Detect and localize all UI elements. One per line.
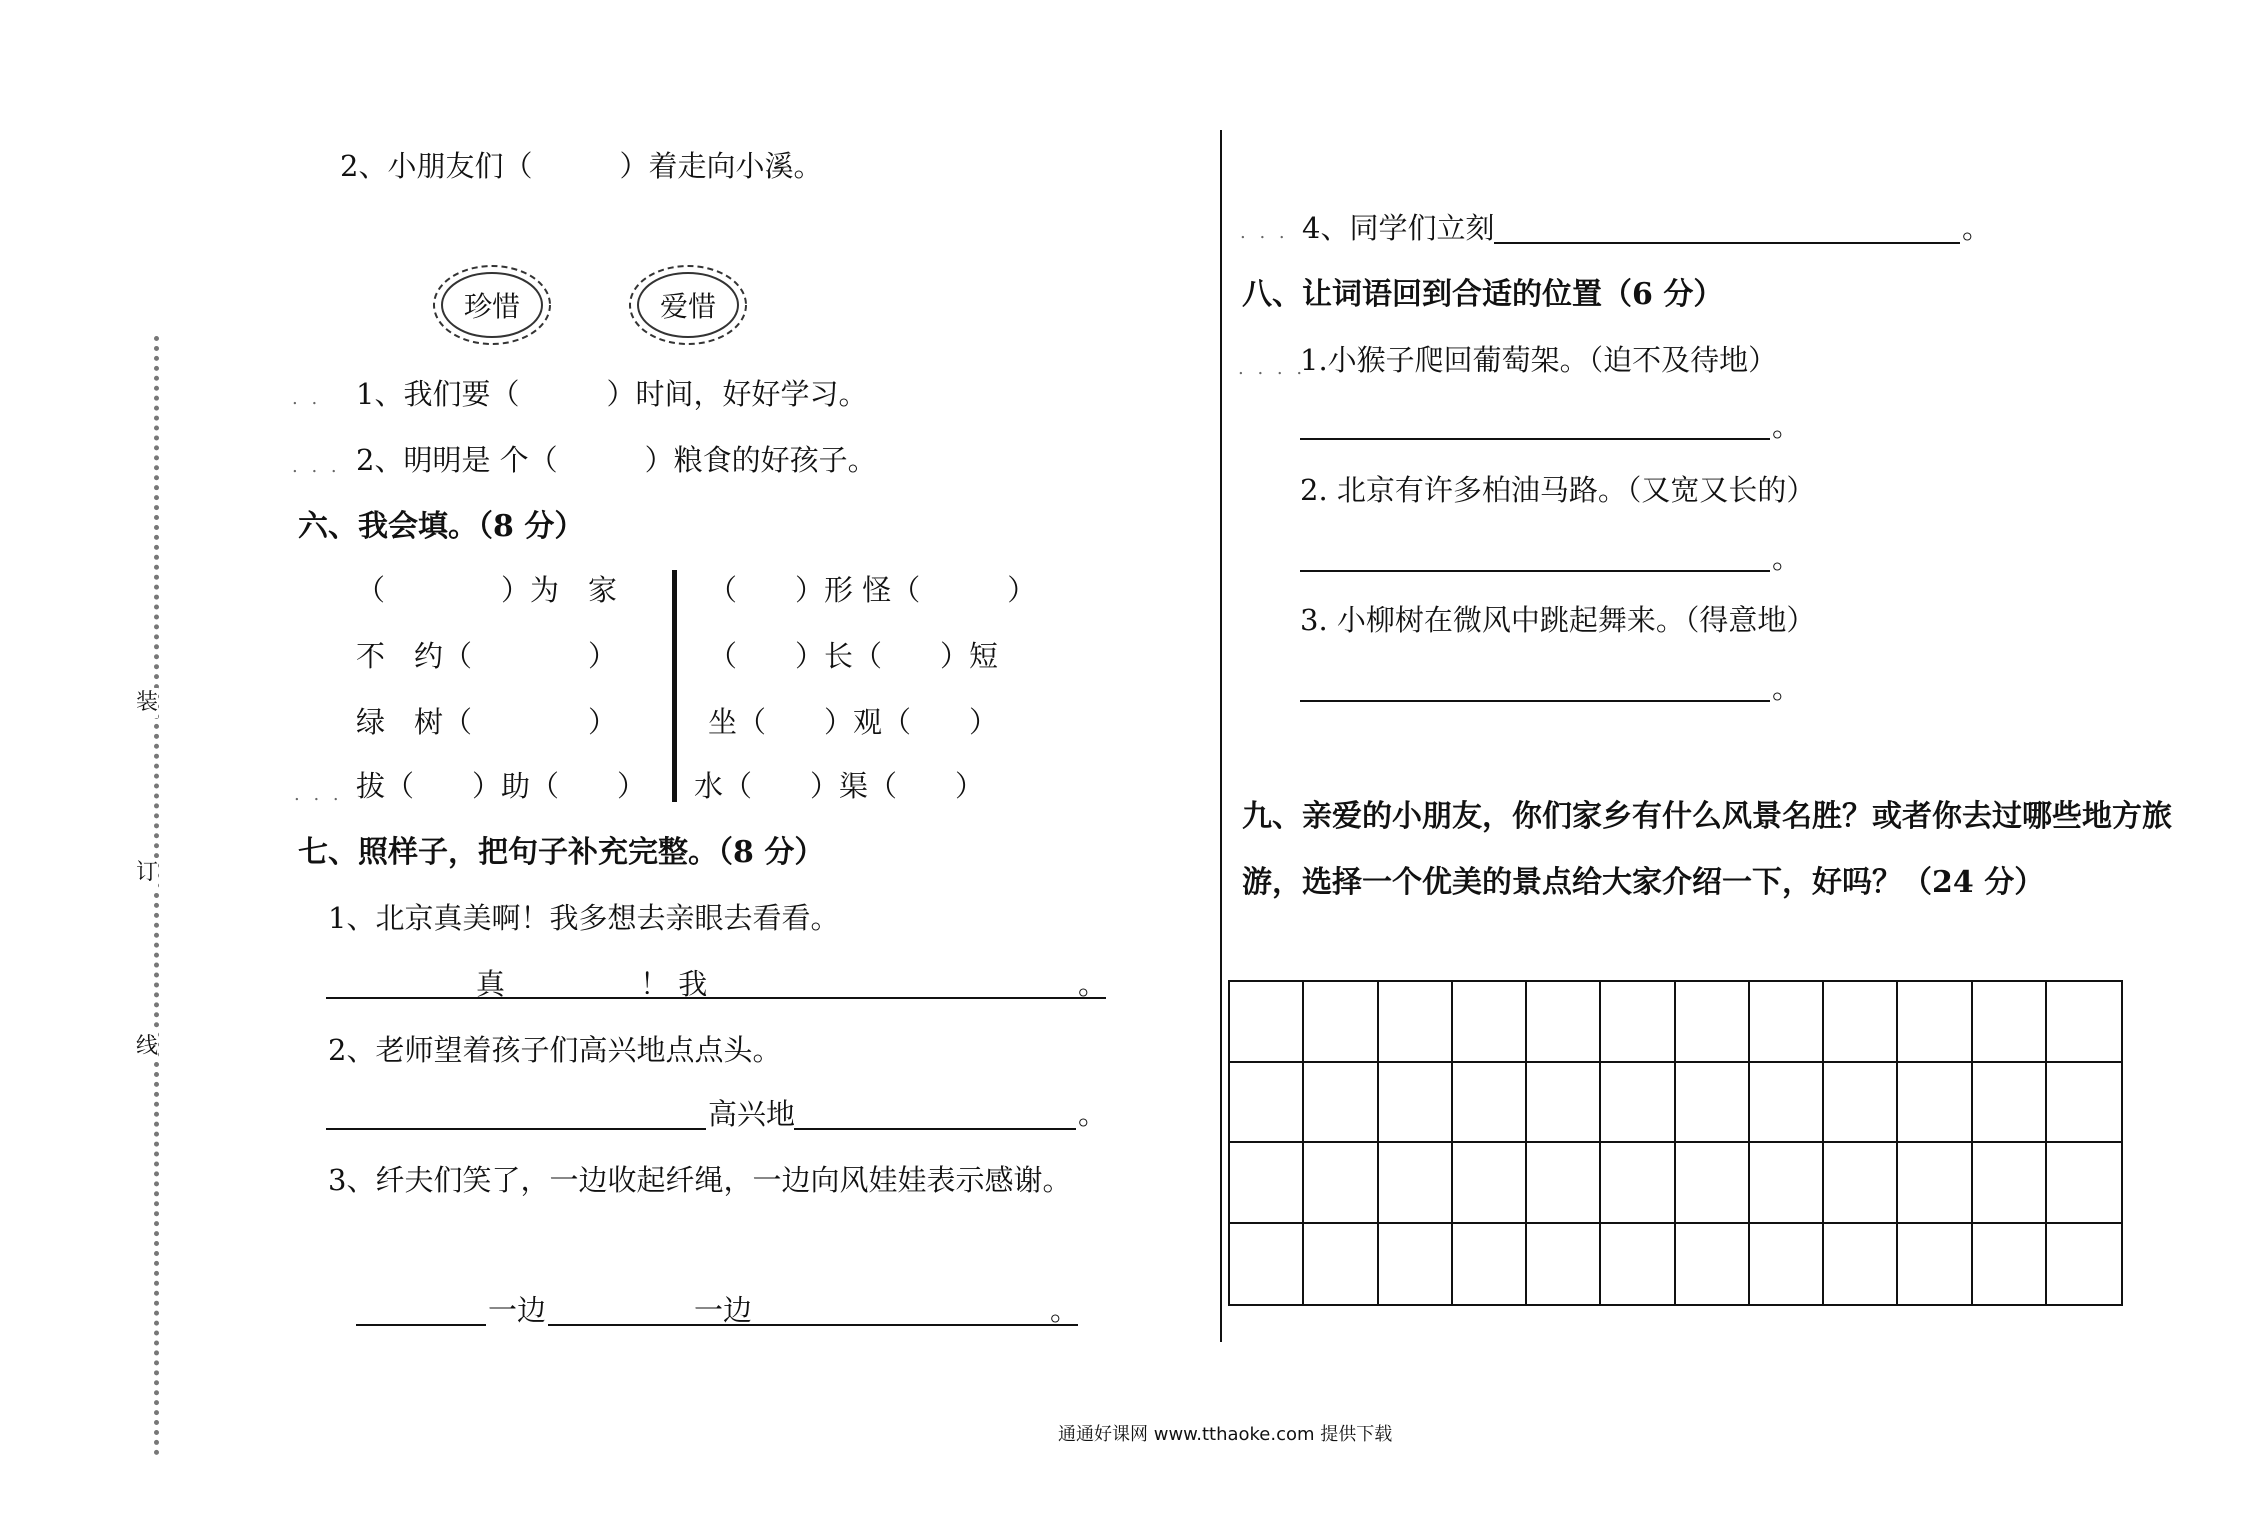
- badge-label-aixi: 爱惜: [659, 290, 716, 323]
- sec8-question-3: 3. 小柳树在微风中跳起舞来。（得意地）: [1300, 603, 1816, 637]
- section-9-line-2: 游，选择一个优美的景点给大家介绍一下，好吗？（24 分）: [1242, 865, 2045, 900]
- dot-leader: . . .: [292, 456, 341, 477]
- sec7-question-1: 1、北京真美啊！我多想去亲眼去看看。: [328, 901, 840, 935]
- column-divider: [1220, 130, 1222, 1342]
- dot-leader: . . . .: [1238, 358, 1307, 379]
- word-badge-zhenxi: [430, 262, 554, 348]
- sec6-right-row-1: （ ）形 怪（ ）: [708, 573, 1037, 607]
- dot-leader: . . .: [1240, 222, 1289, 243]
- word-badge-aixi: [626, 262, 750, 348]
- section-6-title: 六、我会填。（8 分）: [298, 509, 585, 544]
- section-6-divider: [672, 570, 677, 802]
- question-4: 4、同学们立刻: [1302, 211, 1495, 245]
- answer-line-3b: [548, 1324, 1078, 1326]
- sec6-left-row-2: 不 约（ ）: [356, 639, 618, 673]
- section-9-line-1: 九、亲爱的小朋友，你们家乡有什么风景名胜？或者你去过哪些地方旅: [1242, 799, 2172, 834]
- answer-8-3-end: 。: [1772, 671, 1802, 705]
- answer-line-2b: [794, 1128, 1076, 1130]
- answer-2-mid: 高兴地: [708, 1097, 796, 1131]
- answer-line-2a: [326, 1128, 706, 1130]
- sec7-question-2: 2、老师望着孩子们高兴地点点头。: [328, 1033, 782, 1067]
- sec6-left-row-1: （ ）为 家: [356, 573, 618, 607]
- answer-3-b2: 一边: [694, 1293, 753, 1327]
- dot-leader: . . .: [294, 784, 343, 805]
- answer-1-end: 。: [1078, 967, 1108, 1001]
- binding-dotted-line: [154, 336, 159, 1456]
- question-2-top: 2、小朋友们（ ）着走向小溪。: [340, 149, 823, 183]
- question-4-end: 。: [1962, 211, 1992, 245]
- answer-line-8-2: [1300, 570, 1770, 572]
- binding-char-zhuang: 装: [136, 688, 158, 718]
- answer-8-2-end: 。: [1772, 541, 1802, 575]
- answer-3-end: 。: [1050, 1293, 1080, 1327]
- dot-leader: . .: [292, 388, 322, 409]
- answer-1-wo: ！ 我: [640, 967, 708, 1001]
- section-7-title: 七、照样子，把句子补充完整。（8 分）: [298, 835, 825, 870]
- sec6-right-row-4: 水（ ）渠（ ）: [694, 769, 985, 803]
- sec8-question-2: 2. 北京有许多柏油马路。（又宽又长的）: [1300, 473, 1816, 507]
- fill-question-2: 2、明明是 个（ ）粮食的好孩子。: [356, 443, 877, 477]
- section-8-title: 八、让词语回到合适的位置（6 分）: [1242, 277, 1724, 312]
- answer-8-1-end: 。: [1772, 409, 1802, 443]
- footer-text: 通通好课网 www.tthaoke.com 提供下载: [1058, 1424, 1393, 1445]
- answer-line-8-3: [1300, 700, 1770, 702]
- fill-question-1: 1、我们要（ ）时间，好好学习。: [356, 377, 868, 411]
- answer-1-zhen: 真: [476, 967, 506, 1001]
- answer-line-1: [326, 997, 1106, 999]
- sec6-left-row-3: 绿 树（ ）: [356, 705, 618, 739]
- sec7-question-3: 3、纤夫们笑了，一边收起纤绳，一边向风娃娃表示感谢。: [328, 1163, 1072, 1197]
- sec6-right-row-3: 坐（ ）观（ ）: [708, 705, 999, 739]
- sec6-right-row-2: （ ）长（ ）短: [708, 639, 999, 673]
- sec8-question-1: 1.小猴子爬回葡萄架。（迫不及待地）: [1300, 343, 1778, 377]
- answer-line-8-1: [1300, 438, 1770, 440]
- answer-line-q4: [1494, 242, 1960, 244]
- answer-3-b1: 一边: [488, 1293, 547, 1327]
- sec6-left-row-4: 拔（ ）助（ ）: [356, 769, 647, 803]
- answer-line-3a: [356, 1324, 486, 1326]
- binding-char-ding: 订: [136, 858, 158, 888]
- answer-2-end: 。: [1078, 1097, 1108, 1131]
- badge-label-zhenxi: 珍惜: [463, 290, 520, 323]
- writing-grid[interactable]: [1228, 980, 2123, 1306]
- binding-char-xian: 线: [136, 1032, 158, 1062]
